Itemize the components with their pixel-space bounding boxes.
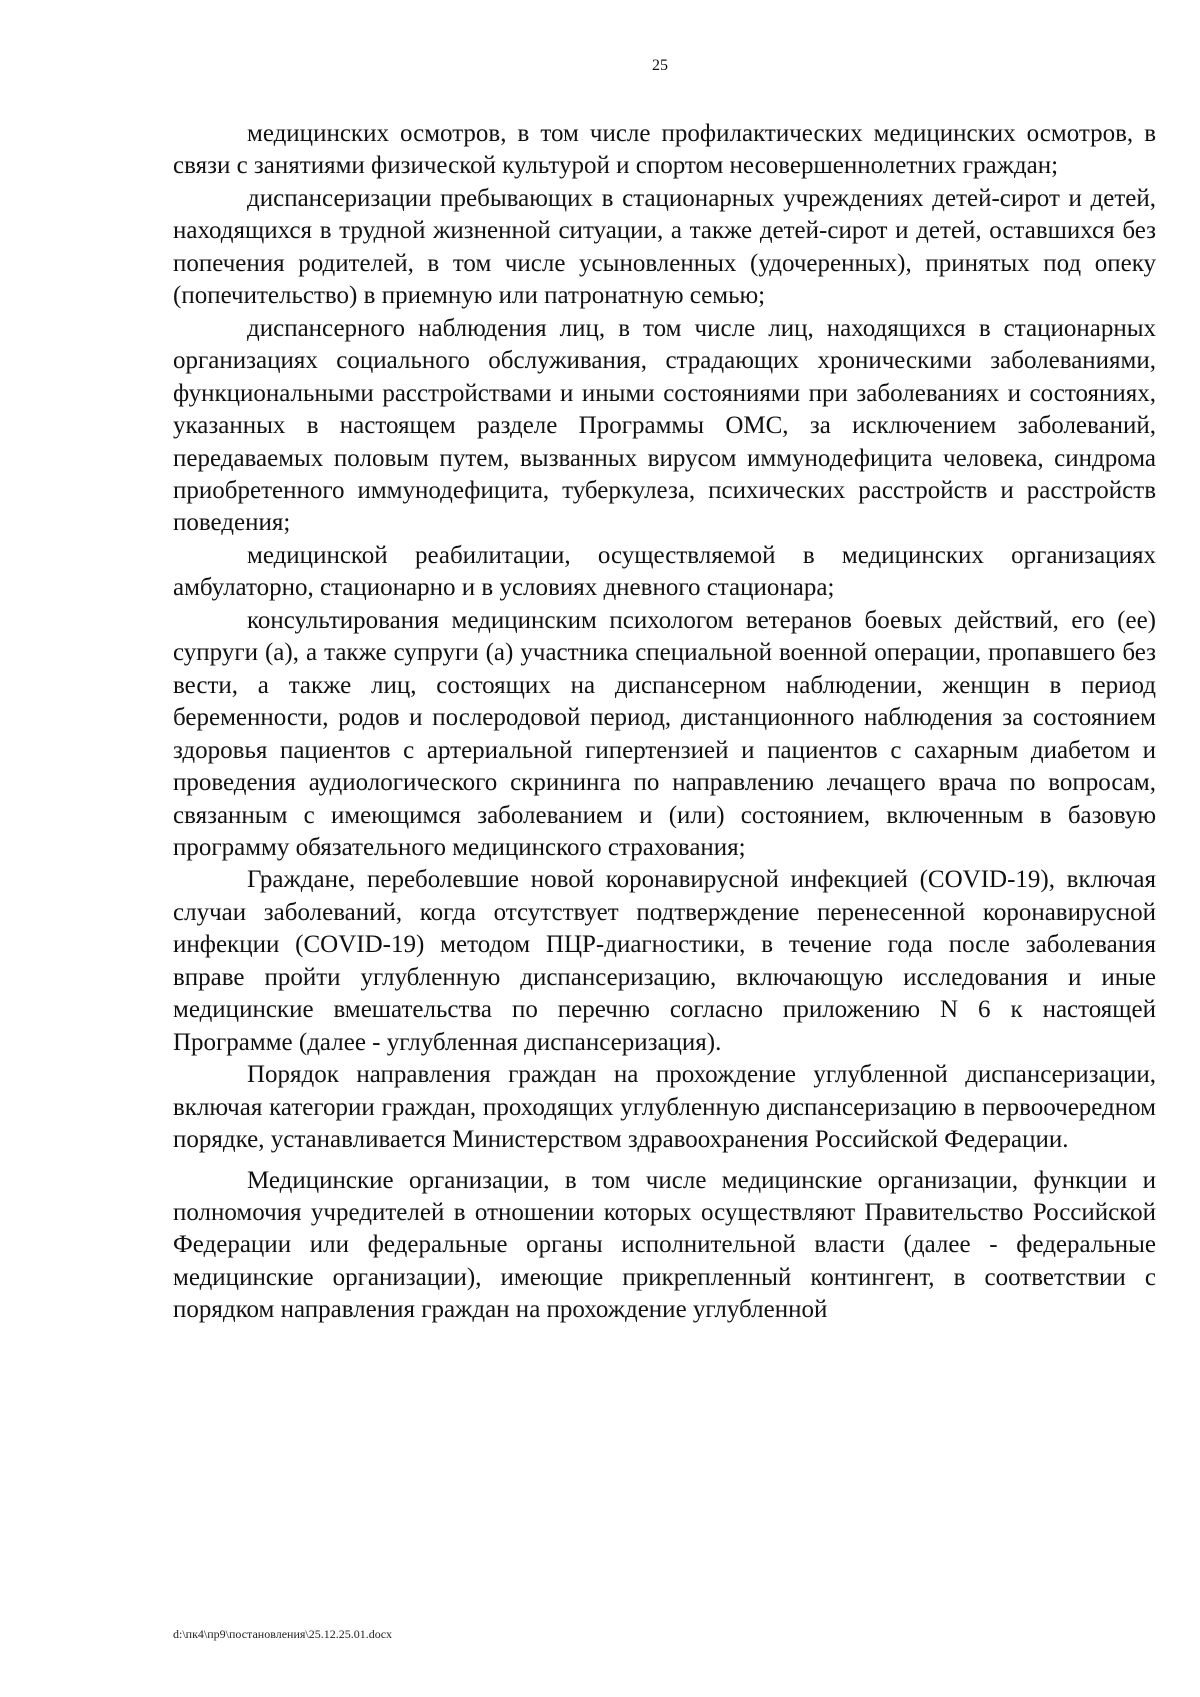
page-number: 25: [652, 57, 668, 74]
paragraph-orphans-dispensarization: диспансеризации пребывающих в стационарных учреждениях детей-сирот и детей, находящихся в трудной жизненной ситуации, а также детей-сирот и детей, оставшихся без попечения родителей, в том числе усыновленных (удочеренных), принятых под опеку (попечительство) в приемную или патронатную семью;: [173, 184, 1156, 310]
paragraph-psychologist-consulting: консультирования медицинским психологом ветеранов боевых действий, его (ее) супруги (а), а также супруги (а) участника специальной военной операции, пропавшего без вести, а также лиц, состоящих на диспансерном наблюдении, женщин в период беременности, родов и послеродовой период, дистанционного наблюдения за состоянием здоровья пациентов с артериальной гипертензией и пациентов с сахарным диабетом и проведения аудиологического скрининга по направлению лечащего врача по вопросам, связанным с имеющимся заболеванием и (или) состоянием, включенным в базовую программу обязательного медицинского страхования;: [173, 606, 1156, 861]
paragraph-referral-procedure: Порядок направления граждан на прохождение углубленной диспансеризации, включая категории граждан, проходящих углубленную диспансеризацию в первоочередном порядке, устанавливается Министерством здравоохранения Российской Федерации.: [173, 1061, 1156, 1154]
paragraph-medical-rehabilitation: медицинской реабилитации, осуществляемой в медицинских организациях амбулаторно, стационарно и в условиях дневного стационара;: [173, 541, 1156, 602]
paragraph-medical-exams: медицинских осмотров, в том числе профилактических медицинских осмотров, в связи с занятиями физической культурой и спортом несовершеннолетних граждан;: [173, 120, 1156, 180]
file-path-footer: d:\пк4\пр9\постановления\25.12.25.01.docx: [173, 1627, 393, 1641]
paragraph-covid-deep-dispensarization: Граждане, переболевшие новой коронавирусной инфекцией (COVID-19), включая случаи заболеваний, когда отсутствует подтверждение перенесенной коронавирусной инфекции (COVID-19) методом ПЦР-диагностики, в течение года после заболевания вправе пройти углубленную диспансеризацию, включающую исследования и иные медицинские вмешательства по перечню согласно приложению N 6 к настоящей Программе (далее - углубленная диспансеризация).: [173, 866, 1156, 1056]
paragraph-medical-organizations: Медицинские организации, в том числе медицинские организации, функции и полномочия учредителей в отношении которых осуществляют Правительство Российской Федерации или федеральные органы исполнительной власти (далее - федеральные медицинские организации), имеющие прикрепленный контингент, в соответствии с порядком направления граждан на прохождение углубленной: [173, 1166, 1156, 1324]
paragraph-dispensary-observation: диспансерного наблюдения лиц, в том числе лиц, находящихся в стационарных организациях социального обслуживания, страдающих хроническими заболеваниями, функциональными расстройствами и иными состояниями при заболеваниях и состояниях, указанных в настоящем разделе Программы ОМС, за исключением заболеваний, передаваемых половым путем, вызванных вирусом иммунодефицита человека, синдрома приобретенного иммунодефицита, туберкулеза, психических расстройств и расстройств поведения;: [173, 314, 1156, 537]
document-body: [173, 118, 1156, 1327]
